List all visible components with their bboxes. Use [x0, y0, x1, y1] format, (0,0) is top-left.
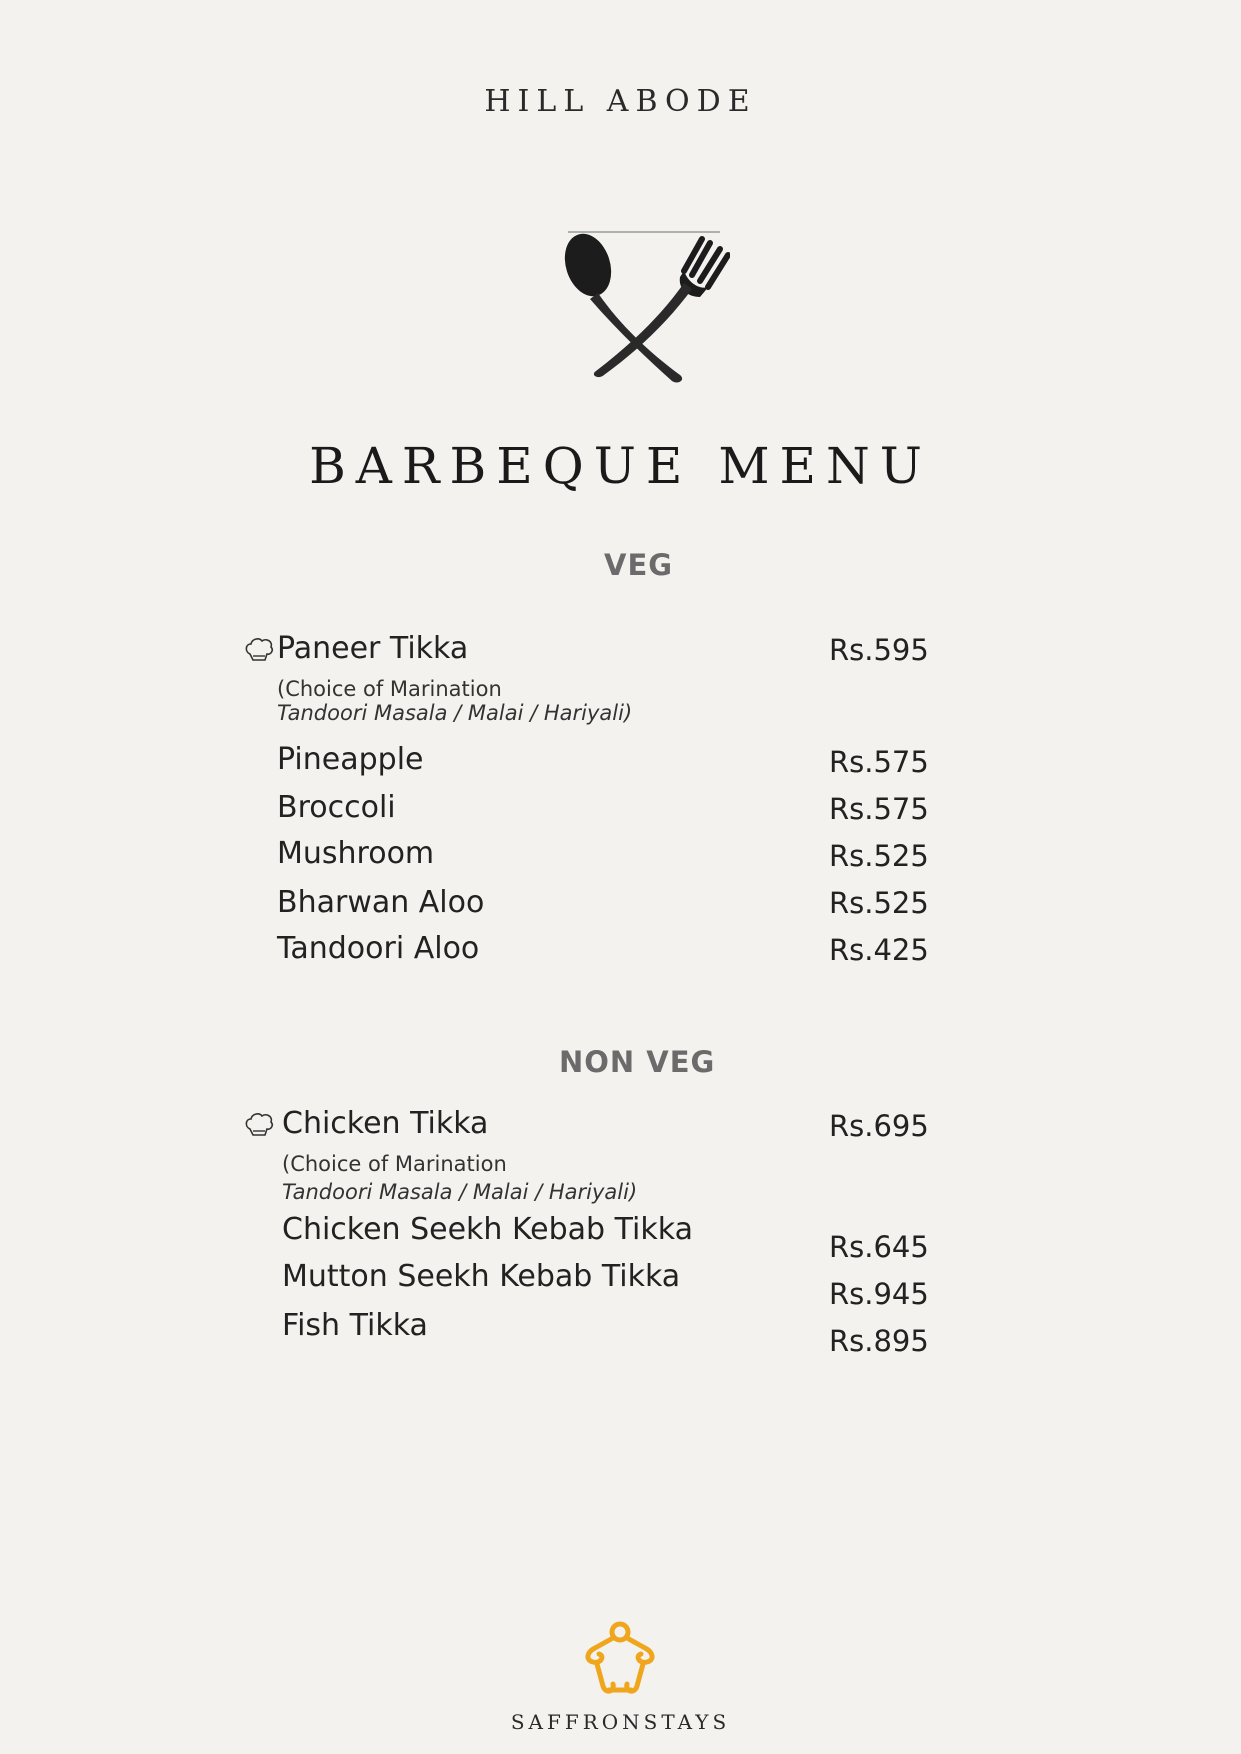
menu-item-name: Pineapple: [277, 742, 424, 777]
menu-item-note: [277, 677, 632, 725]
note-line-italic: Tandoori Masala / Malai / Hariyali): [282, 1180, 638, 1204]
saffronstays-logo: [575, 1620, 665, 1700]
footer-brand: SAFFRONSTAYS: [510, 1710, 731, 1734]
menu-item-name: Chicken Tikka: [282, 1106, 489, 1141]
chef-hat-icon: [244, 636, 274, 662]
menu-item-price: Rs.595: [829, 633, 929, 667]
menu-item-price: Rs.525: [829, 886, 929, 920]
menu-item-price: Rs.695: [829, 1109, 929, 1143]
menu-item-name: Chicken Seekh Kebab Tikka: [282, 1212, 693, 1247]
menu-item-name: Mutton Seekh Kebab Tikka: [282, 1259, 681, 1294]
menu-item-price: Rs.575: [829, 745, 929, 779]
menu-item-name: Bharwan Aloo: [277, 885, 485, 920]
menu-item-price: Rs.525: [829, 839, 929, 873]
note-line-italic: Tandoori Masala / Malai / Hariyali): [277, 701, 633, 725]
menu-item-name: Paneer Tikka: [277, 631, 469, 666]
menu-item-name: Broccoli: [277, 790, 396, 825]
nonveg-heading: NON VEG: [559, 1045, 716, 1079]
menu-item-name: Mushroom: [277, 836, 435, 871]
menu-item-name: Fish Tikka: [282, 1308, 428, 1343]
page-title: BARBEQUE MENU: [309, 437, 932, 495]
menu-item-name: Tandoori Aloo: [277, 931, 480, 966]
brand-name: HILL ABODE: [484, 84, 757, 119]
menu-item-price: Rs.895: [829, 1324, 929, 1358]
menu-item-price: Rs.425: [829, 933, 929, 967]
menu-item-price: Rs.575: [829, 792, 929, 826]
menu-item-price: Rs.945: [829, 1277, 929, 1311]
note-line: (Choice of Marination: [277, 677, 502, 701]
note-line: (Choice of Marination: [282, 1152, 507, 1176]
chef-hat-icon: [244, 1111, 274, 1137]
spoon-fork-icon: [560, 225, 730, 390]
menu-item-note: [282, 1152, 637, 1204]
menu-item-price: Rs.645: [829, 1230, 929, 1264]
veg-heading: VEG: [604, 548, 674, 582]
